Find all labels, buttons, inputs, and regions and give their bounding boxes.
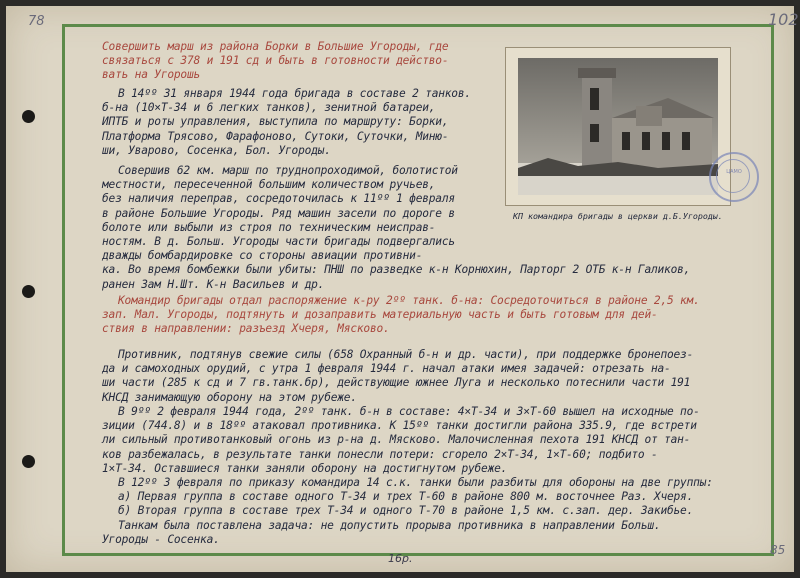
corner-number-top-left: 78 [28,14,45,29]
text-line: ИПТБ и роты управления, выступила по маршруту: Борки, [102,115,449,129]
text-line: ностям. В д. Больш. Угороды части бригады подвергались [102,235,455,249]
text-line: Командир бригады отдал распоряжение к-ру 2ºº танк. б-на: Сосредоточиться в районе 2,5 км. [118,294,700,307]
text-line: связаться с 378 и 191 сд и быть в готовности действо- [102,54,449,68]
bottom-page-mark: 16р. [388,552,413,565]
text-line: ли сильный противотанковый огонь из р-на д. Мясково. Малочисленная пехота 191 КНСД от тан- [102,433,691,447]
text-line: Танкам была поставлена задача: не допустить прорыва противника в направлении Больш. [118,518,661,532]
text-line: Совершив 62 км. марш по труднопроходимой, болотистой [118,164,458,177]
paragraph-order [102,294,752,337]
text-line: Угороды - Сосенка. [102,532,220,546]
binder-hole [22,285,35,298]
text-line: КНСД занимающую оборону на этом рубеже. [102,390,357,404]
text-line: В 9ºº 2 февраля 1944 года, 2ºº танк. б-н в составе: 4×Т-34 и 3×Т-60 вышел на исходные по- [118,405,700,418]
corner-number-bottom-right: 85 [770,543,786,557]
text-line: ранен Зам Н.Шт. К-н Васильев и др. [102,277,325,291]
paragraph-enemy [102,348,752,405]
binder-hole [22,455,35,468]
text-line: 1×Т-34. Оставшиеся танки заняли оборону на достигнутом рубеже. [102,461,508,475]
text-line: а) Первая группа в составе одного Т-34 и трех Т-60 в районе 800 м. восточнее Раз. Хчеря. [118,490,694,504]
text-line: ка. Во время бомбежки были убиты: ПНШ по разведке к-н Корнюхин, Парторг 2 ОТБ к-н Галиков, [102,263,691,277]
text-line: вать на Угорошь [102,68,201,82]
text-line: ков разбежалась, в результате танки понесли потери: сгорело 2×Т-34, 1×Т-60; подбито - [102,447,658,461]
text-line: зап. Мал. Угороды, подтянуть и дозаправить материальную часть и быть готовым для дей- [102,308,658,322]
corner-number-top-right: 102 [768,10,799,29]
photo-mount [505,47,731,206]
text-line: местности, пересеченной большим количеством ручьев, [102,178,436,192]
text-line: да и самоходных орудий, с утра 1 февраля 1944 г. начал атаки имея задачей: отрезать на- [102,362,671,376]
text-line: ши, Уварово, Сосенка, Бол. Угороды. [102,143,331,157]
text-line: в районе Большие Угороды. Ряд машин засели по дороге в [102,206,455,220]
text-line: ши части (285 к сд и 7 гв.танк.бр), действующие южнее Луга и несколько потеснили части 191 [102,376,691,390]
text-line: Противник, подтянув свежие силы (658 Охранный б-н и др. части), при поддержке бронепоез- [118,348,694,361]
text-line: ствия в направлении: разъезд Хчеря, Мясково. [102,322,390,336]
text-line: дважды бомбардировке со стороны авиации противни- [102,249,423,263]
paragraph-defense [102,476,752,547]
church-photo [518,58,718,195]
text-line: В 14ºº 31 января 1944 года бригада в составе 2 танков. [118,87,471,100]
paragraph-attack [102,405,752,476]
photo-caption: КП командира бригады в церкви д.Б.Угороды. [513,211,723,221]
text-line: зиции (744.8) и в 18ºº атаковал противника. К 15ºº танки достигли района 335.9, где встрети [102,419,697,433]
text-line: без наличия переправ, сосредоточилась к 11ºº 1 февраля [102,192,455,206]
paragraph-march [102,87,497,158]
archive-stamp [709,152,759,202]
text-line: Платформа Трясово, Фарафоново, Сутоки, Суточки, Миню- [102,129,449,143]
text-line: В 12ºº 3 февраля по приказу командира 14 с.к. танки были разбиты для обороны на две группы: [118,476,713,489]
text-line: б) Вторая группа в составе трех Т-34 и одного Т-70 в районе 1,5 км. с.зап. дер. Закибье. [118,504,694,518]
task-header-red [102,40,497,83]
stamp-label: ЦАМО [726,169,742,175]
binder-hole [22,110,35,123]
text-line: Совершить марш из района Борки в Большие Угороды, где [102,40,449,53]
text-line: б-на (10×Т-34 и 6 легких танков), зенитной батареи, [102,101,436,115]
text-line: болоте или выбыли из строя по техническим неисправ- [102,220,436,234]
